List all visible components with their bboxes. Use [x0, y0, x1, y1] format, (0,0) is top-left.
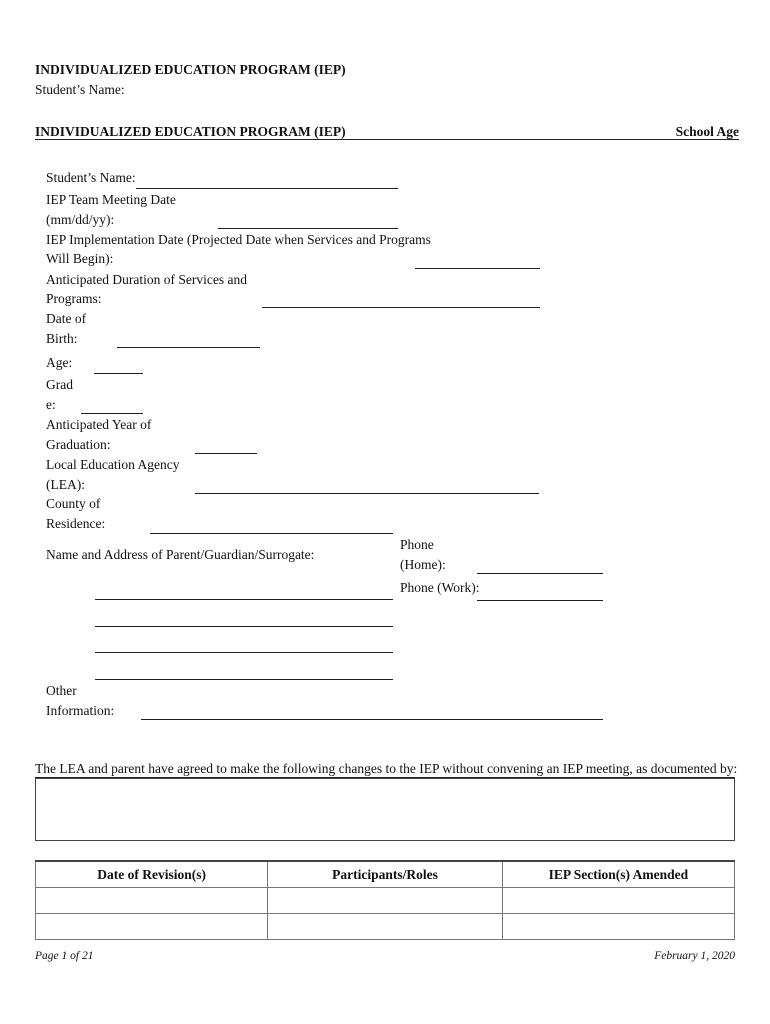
implementation-date-label: IEP Implementation Date (Projected Date when Services and Programs	[46, 232, 431, 247]
table-cell[interactable]	[268, 914, 502, 940]
graduation-year-label: Anticipated Year of	[46, 417, 152, 432]
table-row	[36, 888, 735, 914]
lea-label: Local Education Agency	[46, 457, 180, 472]
col-header-participants: Participants/Roles	[268, 861, 502, 888]
implementation-date-label-2: Will Begin):	[46, 251, 114, 266]
table-cell[interactable]	[268, 888, 502, 914]
header-student-name-label: Student’s Name:	[35, 82, 125, 97]
county-label-2: Residence:	[46, 516, 106, 531]
student-name-label: Student’s Name:	[46, 170, 136, 185]
table-cell[interactable]	[36, 914, 268, 940]
table-header-row	[36, 861, 735, 888]
phone-work-label: Phone (Work):	[400, 580, 480, 595]
grade-field[interactable]	[81, 413, 143, 414]
document-title: INDIVIDUALIZED EDUCATION PROGRAM (IEP)	[35, 62, 346, 77]
other-info-field[interactable]	[141, 719, 603, 720]
page-number: Page 1 of 21	[35, 950, 94, 962]
col-header-sections: IEP Section(s) Amended	[502, 861, 734, 888]
county-label: County of	[46, 496, 101, 511]
dob-field[interactable]	[117, 347, 260, 348]
section-title-rule	[35, 139, 739, 140]
agreement-text: The LEA and parent have agreed to make the following changes to the IEP without convening an IEP meeting, as documented by:	[35, 761, 738, 776]
graduation-year-label-2: Graduation:	[46, 437, 111, 452]
student-name-field[interactable]	[136, 188, 398, 189]
meeting-date-field[interactable]	[218, 228, 398, 229]
graduation-year-field[interactable]	[195, 453, 257, 454]
parent-label: Name and Address of Parent/Guardian/Surrogate:	[46, 547, 315, 562]
county-field[interactable]	[150, 533, 393, 534]
meeting-date-label: IEP Team Meeting Date	[46, 192, 176, 207]
table-cell[interactable]	[36, 888, 268, 914]
table-row	[36, 914, 735, 940]
phone-home-field[interactable]	[477, 573, 603, 574]
grade-label: Grad	[46, 377, 73, 392]
lea-label-2: (LEA):	[46, 477, 85, 492]
revision-table	[35, 860, 735, 940]
dob-label: Date of	[46, 311, 87, 326]
age-field[interactable]	[94, 373, 143, 374]
dob-label-2: Birth:	[46, 331, 78, 346]
parent-address-line-1[interactable]	[95, 599, 393, 600]
other-info-label-2: Information:	[46, 703, 115, 718]
table-cell[interactable]	[502, 888, 734, 914]
grade-label-2: e:	[46, 397, 56, 412]
parent-address-line-3[interactable]	[95, 652, 393, 653]
school-age-label: School Age	[675, 124, 739, 139]
duration-label: Anticipated Duration of Services and	[46, 272, 247, 287]
duration-label-2: Programs:	[46, 291, 102, 306]
phone-home-label-2: (Home):	[400, 557, 446, 572]
parent-address-line-4[interactable]	[95, 679, 393, 680]
lea-field[interactable]	[195, 493, 539, 494]
section-title: INDIVIDUALIZED EDUCATION PROGRAM (IEP)	[35, 124, 346, 139]
phone-home-label: Phone	[400, 537, 434, 552]
other-info-label: Other	[46, 683, 77, 698]
table-cell[interactable]	[502, 914, 734, 940]
col-header-date: Date of Revision(s)	[36, 861, 268, 888]
duration-field[interactable]	[262, 307, 540, 308]
parent-address-line-2[interactable]	[95, 626, 393, 627]
agreement-documentation-box[interactable]	[35, 778, 735, 841]
footer-date: February 1, 2020	[654, 950, 735, 962]
phone-work-field[interactable]	[477, 600, 603, 601]
age-label: Age:	[46, 355, 73, 370]
implementation-date-field[interactable]	[415, 268, 540, 269]
meeting-date-format-label: (mm/dd/yy):	[46, 212, 115, 227]
